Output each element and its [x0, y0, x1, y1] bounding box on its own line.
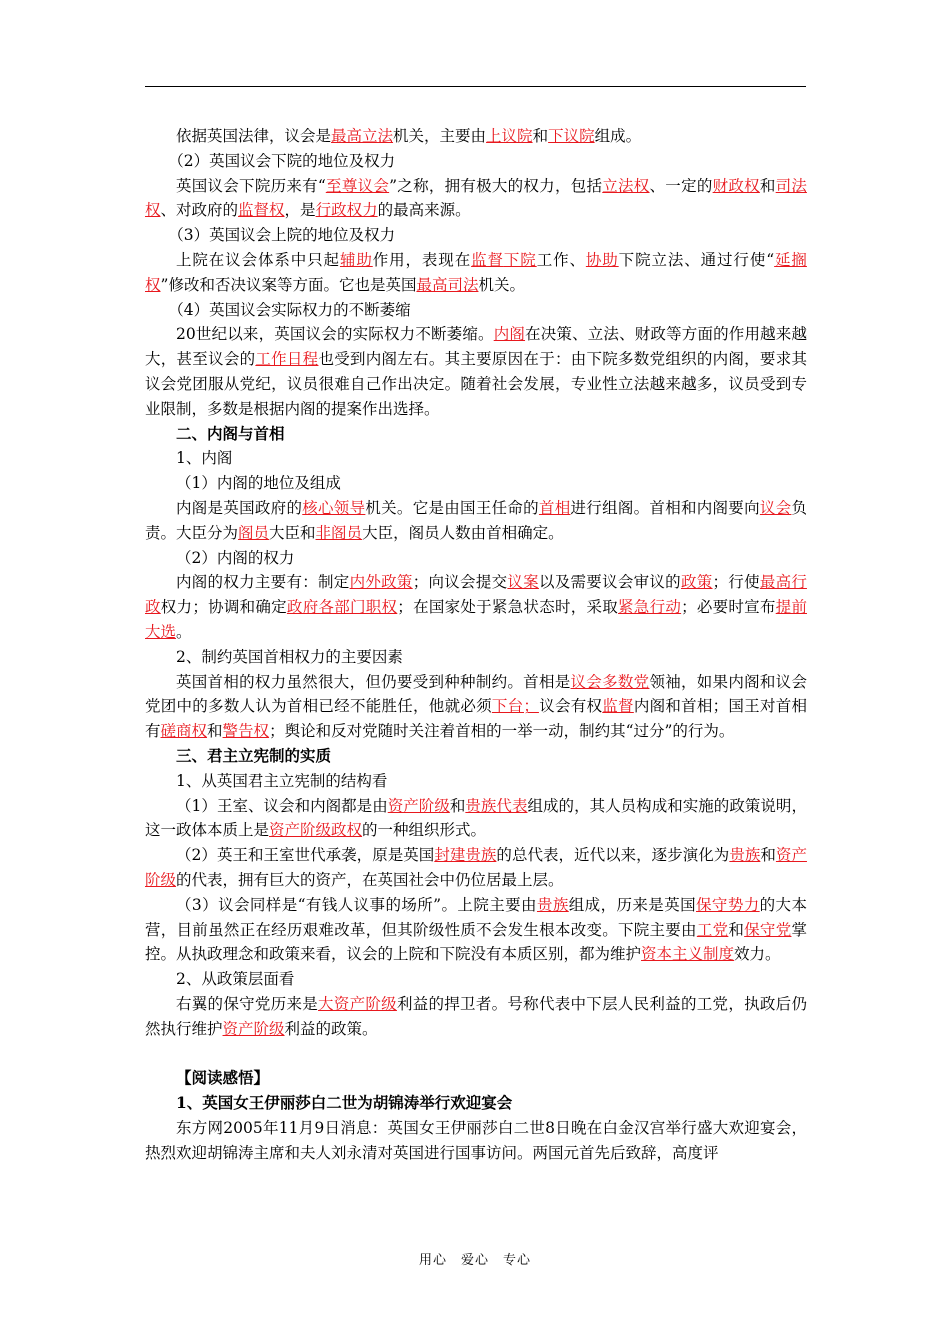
header-rule [145, 86, 806, 87]
term-link[interactable]: 下议院 [548, 127, 595, 145]
term-link[interactable]: 上议院 [486, 127, 533, 145]
term-link[interactable]: 磋商权 [160, 722, 208, 741]
term-link[interactable]: 议会多数党 [570, 672, 650, 691]
para-pm-constraints: 英国首相的权力虽然很大，但仍要受到种种制约。首相是议会多数党领袖，如果内阁和议会党团中的多数人认为首相已经不能胜任，他就必须下台；议会有权监督内阁和首相；国王对首相有磋商权和警告权；舆论和反对党随时关注着首相的一举一动，制约其“过分”的行为。 [145, 672, 807, 741]
para-structure-1: （1）王室、议会和内阁都是由资产阶级和贵族代表组成的，其人员构成和实施的政策说明，这一政体本质上是资产阶级政权的一种组织形式。 [145, 796, 807, 840]
term-link[interactable]: 监督 [602, 697, 634, 716]
term-link[interactable]: 辅助 [339, 250, 373, 269]
term-link[interactable]: 至尊议会 [325, 176, 390, 195]
term-link[interactable]: 保守党 [744, 920, 792, 939]
para-structure-3: （3）议会同样是“有钱人议事的场所”。上院主要由贵族组成，历来是英国保守势力的大本营，目前虽然正在经历艰难改革，但其阶级性质不会发生根本改变。下院主要由工党和保守党掌控。从执政理念和政策来看，议会的上院和下院没有本质区别，都为维护资本主义制度效力。 [145, 895, 807, 964]
term-link[interactable]: 最高立法 [331, 127, 394, 145]
term-link[interactable]: 工作日程 [255, 350, 319, 369]
para-parliament-decline: 20世纪以来，英国议会的实际权力不断萎缩。内阁在决策、立法、财政等方面的作用越来越大，甚至议会的工作日程也受到内阁左右。其主要原因在于：由下院多数党组织的内阁，要求其议会党团服从党纪，议员很难自己作出决定。随着社会发展，专业性立法越来越多，议员受到专业限制，多数是根据内阁的提案作出选择。 [145, 325, 807, 418]
subheading: （2）内阁的权力 [176, 548, 295, 567]
term-link[interactable]: 大资产阶级 [318, 994, 397, 1013]
term-link[interactable]: 封建贵族 [434, 846, 497, 865]
section-heading: 三、君主立宪制的实质 [176, 745, 332, 765]
term-link[interactable]: 最高司法 [416, 275, 479, 294]
para-cabinet-powers: 内阁的权力主要有：制定内外政策；向议会提交议案以及需要议会审议的政策；行使最高行政权力；协调和确定政府各部门职权；在国家处于紧急状态时，采取紧急行动；必要时宣布提前大选。 [145, 573, 807, 641]
reading-title: 【阅读感悟】 [176, 1068, 270, 1088]
term-link[interactable]: 政策 [680, 573, 713, 592]
subheading: 1、从英国君主立宪制的结构看 [176, 771, 388, 790]
subheading: （4）英国议会实际权力的不断萎缩 [168, 300, 411, 319]
term-link[interactable]: 核心领导 [302, 498, 366, 517]
para-lower-house: 英国议会下院历来有“至尊议会”之称，拥有极大的权力，包括立法权、一定的财政权和司法权、对政府的监督权，是行政权力的最高来源。 [145, 176, 807, 220]
term-link[interactable]: 协助 [585, 250, 619, 269]
term-link[interactable]: 首相 [538, 498, 571, 517]
reading-subtitle: 1、英国女王伊丽莎白二世为胡锦涛举行欢迎宴会 [176, 1093, 513, 1113]
term-link[interactable]: 延搁权 [145, 250, 807, 294]
section-heading: 二、内阁与首相 [176, 423, 285, 443]
term-link[interactable]: 资产阶级 [222, 1019, 285, 1038]
para-upper-house: 上院在议会体系中只起辅助作用，表现在监督下院工作、协助下院立法、通过行使“延搁权”修改和否决议案等方面。它也是英国最高司法机关。 [145, 250, 807, 294]
para-parliament-law: 依据英国法律，议会是最高立法机关，主要由上议院和下议院组成。 [176, 127, 642, 145]
para-policy: 右翼的保守党历来是大资产阶级利益的捍卫者。号称代表中下层人民利益的工党，执政后仍然执行维护资产阶级利益的政策。 [145, 994, 807, 1038]
term-link[interactable]: 立法权 [602, 176, 650, 195]
term-link[interactable]: 警告权 [222, 722, 270, 741]
term-link[interactable]: 贵族 [729, 846, 761, 865]
subheading: 2、制约英国首相权力的主要因素 [176, 647, 403, 666]
term-link[interactable]: 政府各部门职权 [286, 598, 398, 617]
term-link[interactable]: 非阁员 [315, 523, 363, 542]
term-link[interactable]: 最高行政 [145, 573, 807, 617]
page-footer: 用心 爱心 专心 [418, 1253, 531, 1268]
term-link[interactable]: 议会 [759, 498, 792, 517]
term-link[interactable]: 监督 [471, 250, 504, 269]
subheading: （1）内阁的地位及组成 [176, 474, 341, 493]
term-link[interactable]: 资产阶级 [145, 846, 807, 889]
term-link[interactable]: 紧急行动 [618, 598, 682, 617]
subheading: （2）英国议会下院的地位及权力 [168, 151, 396, 170]
term-link[interactable]: 内外政策 [349, 573, 413, 592]
document-body [145, 124, 807, 1165]
blank-line [145, 1041, 807, 1066]
term-link[interactable]: 财政权 [712, 176, 760, 195]
subheading: 1、内阁 [176, 449, 233, 468]
term-link[interactable]: 资产阶级政权 [269, 821, 363, 840]
term-link[interactable]: 下台； [491, 697, 539, 716]
term-link[interactable]: 贵族代表 [465, 796, 528, 815]
term-link[interactable]: 保守势力 [696, 895, 760, 914]
subheading: 2、从政策层面看 [176, 970, 295, 989]
term-link[interactable]: 资本主义制度 [641, 945, 735, 964]
term-link[interactable]: 监督权 [238, 201, 285, 220]
term-link[interactable]: 行政权力 [315, 201, 378, 220]
term-link[interactable]: 司法权 [145, 176, 807, 220]
para-structure-2: （2）英王和王室世代承袭，原是英国封建贵族的总代表，近代以来，逐步演化为贵族和资产阶级的代表，拥有巨大的资产，在英国社会中仍位居最上层。 [145, 846, 807, 889]
term-link[interactable]: 资产阶级 [387, 796, 450, 815]
term-link[interactable]: 下院 [503, 250, 537, 269]
term-link[interactable]: 议案 [507, 573, 539, 592]
term-link[interactable]: 工党 [696, 920, 729, 939]
subheading: （3）英国议会上院的地位及权力 [168, 226, 396, 245]
reading-paragraph: 东方网2005年11月9日消息：英国女王伊丽莎白二世8日晚在白金汉宫举行盛大欢迎宴会，热烈欢迎胡锦涛主席和夫人刘永清对英国进行国事访问。两国元首先后致辞，高度评 [145, 1118, 807, 1162]
term-link[interactable]: 内阁 [493, 325, 526, 344]
term-link[interactable]: 阁员 [238, 523, 270, 542]
para-cabinet-composition: 内阁是英国政府的核心领导机关。它是由国王任命的首相进行组阁。首相和内阁要向议会负责。大臣分为阁员大臣和非阁员大臣，阁员人数由首相确定。 [145, 498, 807, 542]
term-link[interactable]: 贵族 [536, 895, 569, 914]
term-link[interactable]: 提前大选 [145, 598, 807, 641]
